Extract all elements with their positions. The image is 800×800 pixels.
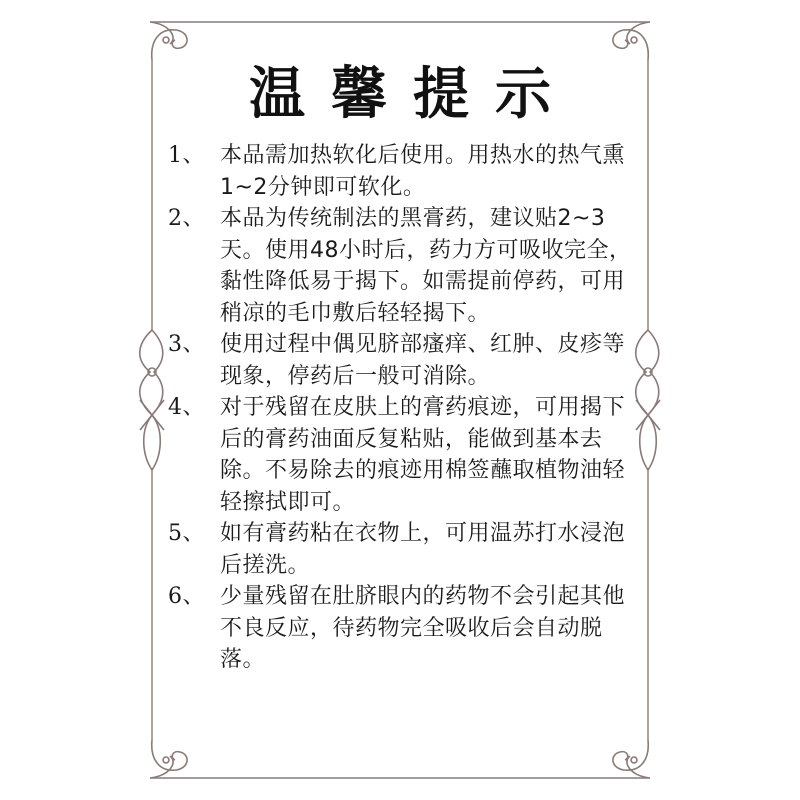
list-item: [168, 140, 638, 203]
list-item-text: 本品为传统制法的黑膏药，建议贴2~3天。使用48小时后，药力方可吸收完全，黏性降低易于揭下。如需提前停药，可用稍凉的毛巾敷后轻轻揭下。: [220, 206, 632, 326]
list-item: [168, 518, 638, 581]
list-item-number: 2、: [168, 206, 205, 231]
list-item-number: 6、: [168, 584, 205, 609]
list-item: [168, 329, 638, 392]
list-item-number: 1、: [168, 143, 205, 168]
list-item: [168, 203, 638, 329]
list-item-number: 4、: [168, 395, 205, 420]
list-item-number: 3、: [168, 332, 205, 357]
list-item: [168, 392, 638, 518]
notes-list: [168, 140, 638, 676]
list-item: [168, 581, 638, 676]
list-item-text: 使用过程中偶见脐部瘙痒、红肿、皮疹等现象，停药后一般可消除。: [220, 332, 626, 389]
list-item-text: 对于残留在皮肤上的膏药痕迹，可用揭下后的膏药油面反复粘贴，能做到基本去除。不易除去的痕迹用棉签蘸取植物油轻轻擦拭即可。: [220, 395, 626, 515]
list-item-text: 少量残留在肚脐眼内的药物不会引起其他不良反应，待药物完全吸收后会自动脱落。: [220, 584, 626, 672]
list-item-text: 本品需加热软化后使用。用热水的热气熏1~2分钟即可软化。: [220, 143, 626, 200]
list-item-text: 如有膏药粘在衣物上，可用温苏打水浸泡后搓洗。: [220, 521, 626, 578]
page-title: 温馨提示: [249, 61, 577, 127]
list-item-number: 5、: [168, 521, 205, 546]
